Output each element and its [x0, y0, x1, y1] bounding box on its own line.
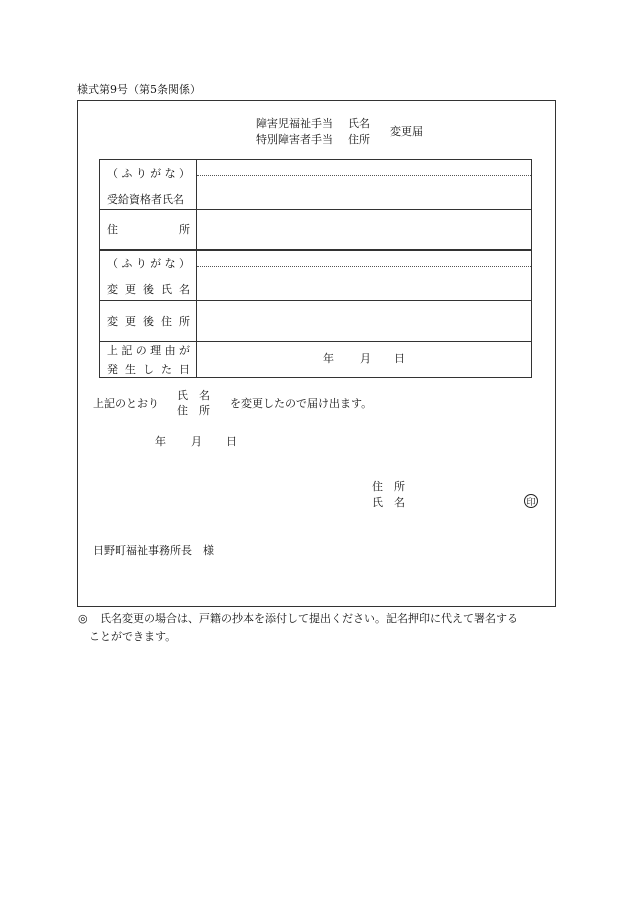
submission-year: 年 [155, 435, 166, 448]
statement-prefix: 上記のとおり [93, 397, 159, 410]
note-line2: ことができます。 [89, 630, 177, 643]
title-item-address: 住所 [348, 133, 370, 146]
address-field[interactable] [197, 210, 532, 250]
statement-suffix: を変更したので届け出ます。 [230, 397, 373, 410]
note-line1: 氏名変更の場合は、戸籍の抄本を添付して提出ください。記名押印に代えて署名する [100, 612, 518, 625]
statement-option-address: 住 所 [177, 404, 210, 417]
new-name-row [100, 250, 532, 301]
applicant-address-label: 住 所 [372, 480, 405, 493]
new-address-label: 変 更 後 住 所 [107, 314, 190, 328]
new-address-row [100, 300, 532, 341]
applicant-name-label: 氏 名 [372, 496, 405, 509]
submission-month: 月 [191, 435, 202, 448]
form-table [99, 159, 532, 378]
new-name-field[interactable] [197, 267, 531, 300]
title-suffix: 変更届 [390, 125, 423, 138]
reason-month: 月 [360, 351, 371, 365]
new-name-label: 変 更 後 氏 名 [107, 283, 190, 296]
title-item-name: 氏名 [348, 117, 370, 130]
furigana-label-2: （ ふ り が な ） [107, 257, 190, 270]
reason-date-row [100, 341, 532, 377]
reason-label-line1: 上 記 の 理 由 が [107, 343, 190, 357]
submission-day: 日 [226, 435, 237, 448]
reason-label-line2: 発 生 し た 日 [107, 362, 190, 376]
statement-option-name: 氏 名 [177, 389, 210, 402]
recipient-name-row [100, 160, 532, 210]
reason-day: 日 [394, 351, 405, 365]
reason-year: 年 [323, 351, 334, 365]
title-allowance-2: 特別障害者手当 [256, 133, 333, 146]
seal-icon: 印 [524, 494, 538, 508]
furigana-label-1: （ ふ り が な ） [107, 166, 190, 180]
addressee: 日野町福祉事務所長 様 [93, 544, 214, 557]
address-label: 住 所 [107, 223, 190, 237]
reason-date-field[interactable] [197, 341, 532, 377]
address-row [100, 210, 532, 250]
recipient-name-field[interactable] [197, 176, 531, 209]
note-mark: ◎ [78, 612, 88, 625]
recipient-furigana-field[interactable] [197, 160, 531, 176]
new-furigana-field[interactable] [197, 251, 531, 267]
recipient-name-label: 受給資格者氏名 [107, 192, 184, 206]
new-address-field[interactable] [197, 300, 532, 341]
form-number: 様式第9号（第5条関係） [77, 83, 201, 96]
title-allowance-1: 障害児福祉手当 [256, 117, 333, 130]
